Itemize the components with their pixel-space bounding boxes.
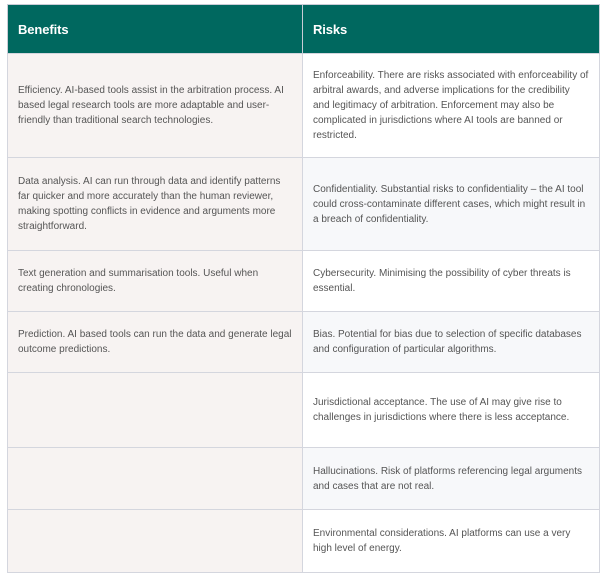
risk-cell: Bias. Potential for bias due to selection of specific databases and configuration of particular algorithms. — [303, 312, 600, 373]
table-row — [8, 448, 600, 510]
benefit-cell-empty — [8, 373, 303, 448]
risk-cell: Environmental considerations. AI platforms can use a very high level of energy. — [303, 510, 600, 573]
benefit-cell-empty — [8, 448, 303, 510]
header-benefits: Benefits — [8, 5, 303, 54]
risk-cell: Enforceability. There are risks associated with enforceability of arbitral awards, and adverse implications for the credibility and legitimacy of arbitration. Enforcement may also be complicated in jurisdictions where AI tools are banned or restricted. — [303, 54, 600, 158]
benefit-cell-empty — [8, 510, 303, 573]
risk-cell: Cybersecurity. Minimising the possibility of cyber threats is essential. — [303, 251, 600, 312]
risk-cell: Jurisdictional acceptance. The use of AI may give rise to challenges in jurisdictions where there is less acceptance. — [303, 373, 600, 448]
risk-cell: Hallucinations. Risk of platforms referencing legal arguments and cases that are not real. — [303, 448, 600, 510]
table-row — [8, 373, 600, 448]
table-header-row — [8, 5, 600, 54]
benefit-cell: Text generation and summarisation tools. Useful when creating chronologies. — [8, 251, 303, 312]
table-row — [8, 312, 600, 373]
risk-cell: Confidentiality. Substantial risks to confidentiality – the AI tool could cross-contaminate different cases, which might result in a breach of confidentiality. — [303, 158, 600, 251]
table-row — [8, 54, 600, 158]
benefit-cell: Efficiency. AI-based tools assist in the arbitration process. AI based legal research tools are more adaptable and user-friendly than traditional search technologies. — [8, 54, 303, 158]
benefit-cell: Prediction. AI based tools can run the data and generate legal outcome predictions. — [8, 312, 303, 373]
benefit-cell: Data analysis. AI can run through data and identify patterns far quicker and more accurately than the human reviewer, making spotting conflicts in evidence and arguments more straightforward. — [8, 158, 303, 251]
table-row — [8, 158, 600, 251]
benefits-risks-table-container — [7, 4, 599, 573]
benefits-risks-table — [7, 4, 600, 573]
table-row — [8, 251, 600, 312]
header-risks: Risks — [303, 5, 600, 54]
table-row — [8, 510, 600, 573]
